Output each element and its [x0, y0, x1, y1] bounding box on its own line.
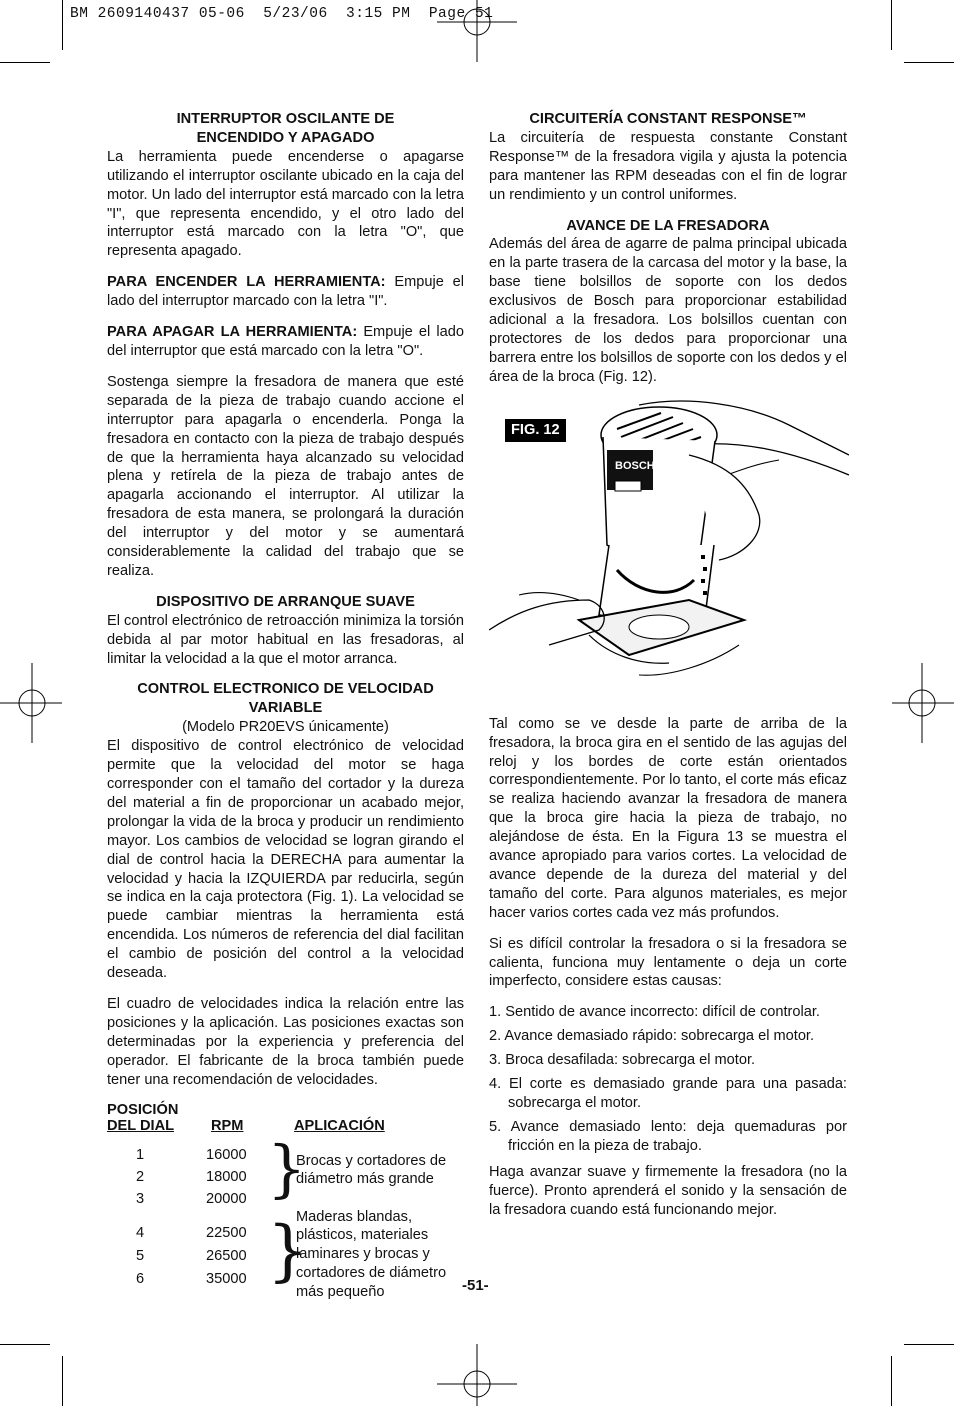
table-row-3-dial: 3	[136, 1190, 145, 1207]
speed-chart-intro-paragraph: El cuadro de velocidades indica la relación entre las posiciones y la aplicación. Las posiciones exactas son determinadas por la experiencia y preferencia del operador. El fabricante de la broca también puede tener una recomendación de velocidades.	[107, 995, 464, 1088]
application-group-2-line-1: Maderas blandas,	[296, 1208, 413, 1225]
speed-table-header-rpm: RPM	[211, 1117, 244, 1134]
difficulty-paragraph: Si es difícil controlar la fresadora o si la fresadora se calienta, funciona muy lentamente o deja un corte imperfecto, considere estas causas:	[489, 935, 847, 990]
rotation-direction-paragraph: Tal como se ve desde la parte de arriba de la fresadora, la broca gira en el sentido de las agujas del reloj y los bordes de corte están orientados correspondientemente. Por lo tanto, el corte más eficaz se realiza haciendo avanzar la fresadora de manera que la broca gire hacia la pieza de trabajo, no alejándose de ésta. En la Figura 13 se muestra el avance apropiado para varios cortes. La velocidad de avance depende de la dureza del material y del tamaño del corte. Para algunos materiales, es mejor hacer varios cortes cada vez más profundos.	[489, 715, 847, 921]
switch-on-text: Empuje el lado del interruptor marcado con la letra "I".	[107, 274, 464, 310]
soft-start-paragraph: El control electrónico de retroacción minimiza la torsión debida al par motor habitual en las fresadoras, al limitar la velocidad a la que el motor arranca.	[107, 612, 464, 667]
soft-start-heading: DISPOSITIVO DE ARRANQUE SUAVE	[156, 593, 415, 610]
application-group-2-line-3: laminares y brocas y	[296, 1246, 430, 1263]
list-item: 5. Avance demasiado lento: deja quemaduras por fricción en la pieza de trabajo.	[489, 1118, 847, 1154]
crop-mark-bottom-right-v	[891, 1356, 892, 1406]
speed-table	[107, 1102, 464, 1322]
crop-mark-bottom-left-v	[62, 1356, 63, 1406]
switch-off-paragraph	[107, 323, 464, 361]
registration-mark-right	[892, 663, 954, 743]
table-row-6-rpm: 35000	[206, 1270, 247, 1287]
switch-off-label: PARA APAGAR LA HERRAMIENTA:	[107, 324, 358, 341]
figure-12-label: FIG. 12	[505, 419, 566, 442]
application-group-2-line-2: plásticos, materiales	[296, 1227, 429, 1244]
variable-speed-model-note: (Modelo PR20EVS únicamente)	[182, 719, 389, 736]
constant-response-heading: CIRCUITERÍA CONSTANT RESPONSE™	[529, 111, 807, 127]
crop-mark-top-right-h	[904, 62, 954, 63]
crop-mark-bottom-left-h	[0, 1344, 50, 1345]
table-row-2-dial: 2	[136, 1168, 145, 1185]
application-group-1	[296, 1152, 446, 1190]
switch-heading-line-1: INTERRUPTOR OSCILANTE DE	[176, 111, 395, 127]
printer-slug: BM 2609140437 05-06 5/23/06 3:15 PM Page 51	[70, 6, 494, 22]
table-row-5-dial: 5	[136, 1247, 145, 1264]
crop-mark-top-left-h	[0, 62, 50, 63]
switch-on-label: PARA ENCENDER LA HERRAMIENTA:	[107, 274, 386, 291]
table-row-4-dial: 4	[136, 1224, 145, 1241]
table-row-5-rpm: 26500	[206, 1247, 247, 1264]
variable-speed-paragraph: El dispositivo de control electrónico de velocidad permite que la velocidad del motor se haga corresponder con el tamaño del cortador y la dureza del material a fin de proporcionar un acabado mejor, prolongar la vida de la broca y producir un rendimiento mayor. Los cambios de velocidad se logran girando el dial de control hacia la DERECHA para aumentar la velocidad y hacia la IZQUIERDA par reducirla, según se indica en la caja protectora (Fig. 1). La velocidad se puede cambiar mientras la herramienta está encendida. Los números de referencia del dial facilitan el cambio de posición del control a la velocidad deseada.	[107, 738, 464, 982]
final-feed-paragraph: Haga avanzar suave y firmemente la fresadora (no la fuerce). Pronto aprenderá el sonido y la sensación de la fresadora cuando está funcionando mejor.	[489, 1163, 847, 1218]
application-group-2	[296, 1208, 446, 1303]
table-row-2-rpm: 18000	[206, 1168, 247, 1185]
list-item: 2. Avance demasiado rápido: sobrecarga el motor.	[489, 1028, 815, 1045]
constant-response-paragraph: La circuitería de respuesta constante Constant Response™ de la fresadora vigila y ajusta la potencia para mantener las RPM deseadas con el fin de lograr un rendimiento y un control uniformes.	[489, 129, 847, 203]
switch-heading-line-2: ENCENDIDO Y APAGADO	[196, 129, 375, 146]
crop-mark-top-right-v	[891, 0, 892, 50]
crop-mark-top-left-v	[62, 0, 63, 50]
hold-router-paragraph: Sostenga siempre la fresadora de manera que esté separada de la pieza de trabajo cuando accione el interruptor para apagarla o encenderla. Ponga la fresadora en contacto con la pieza de trabajo después de que la herramienta haya alcanzado su velocidad plena y retírela de la pieza de trabajo antes de apagarla accionando el interruptor. Al utilizar la fresadora de esta manera, se prolongará la duración del interruptor y del motor y se aumentará considerablemente la calidad del trabajo que se realiza.	[107, 373, 464, 579]
switch-paragraph: La herramienta puede encenderse o apagarse utilizando el interruptor oscilante ubicado en la caja del motor. Un lado del interruptor está marcado con la letra "I", que representa encendido, y el otro lado del interruptor está marcado con la letra "O", que representa apagado.	[107, 148, 464, 260]
router-feed-heading: AVANCE DE LA FRESADORA	[566, 217, 770, 234]
list-item: 4. El corte es demasiado grande para una pasada: sobrecarga el motor.	[489, 1076, 847, 1111]
brace-group-1: }	[267, 1131, 307, 1205]
speed-table-header-dial-line-2: DEL DIAL	[107, 1117, 175, 1134]
router-feed-paragraph: Además del área de agarre de palma principal ubicada en la parte trasera de la carcasa del motor y la base, la base tiene bolsillos de soporte con los dedos exclusivos de Bosch para proporcionar estabilidad adicional a la fresadora. Los bolsillos cuentan con protectores de los dedos para proporcionar una barrera entre los bolsillos de soporte con los dedos y el área de la broca (Fig. 12).	[489, 236, 847, 385]
figure-12	[489, 395, 849, 695]
table-row-6-dial: 6	[136, 1270, 145, 1287]
registration-mark-top	[437, 0, 517, 62]
application-group-2-line-4: cortadores de diámetro	[296, 1265, 447, 1282]
router-illustration	[489, 395, 849, 695]
right-column	[489, 110, 847, 1231]
list-item: 1. Sentido de avance incorrecto: difícil de controlar.	[489, 1004, 820, 1021]
causes-list	[489, 1003, 847, 1155]
application-group-1-line-1: Brocas y cortadores de	[296, 1152, 447, 1169]
list-item: 3. Broca desafilada: sobrecarga el motor.	[489, 1052, 756, 1069]
table-row-1-dial: 1	[136, 1146, 145, 1163]
brace-group-2: }	[267, 1211, 309, 1289]
application-group-2-line-5: más pequeño	[296, 1284, 385, 1301]
table-row-3-rpm: 20000	[206, 1190, 247, 1207]
table-row-1-rpm: 16000	[206, 1146, 247, 1163]
table-row-4-rpm: 22500	[206, 1224, 247, 1241]
switch-on-paragraph	[107, 273, 464, 311]
application-group-1-line-2: diámetro más grande	[296, 1171, 434, 1188]
page-number: -51-	[462, 1277, 489, 1294]
speed-table-header-dial-line-1: POSICIÓN	[107, 1101, 179, 1118]
crop-mark-bottom-right-h	[904, 1344, 954, 1345]
left-column	[107, 110, 464, 1322]
variable-speed-heading: CONTROL ELECTRONICO DE VELOCIDAD VARIABLE	[137, 681, 434, 717]
registration-mark-left	[0, 663, 62, 743]
registration-mark-bottom	[437, 1344, 517, 1406]
speed-table-header-dial	[107, 1102, 178, 1134]
router-brand: BOSCH	[615, 459, 655, 472]
speed-table-header-application: APLICACIÓN	[294, 1117, 385, 1134]
switch-off-text: Empuje el lado del interruptor que está marcado con la letra "O".	[107, 324, 464, 359]
